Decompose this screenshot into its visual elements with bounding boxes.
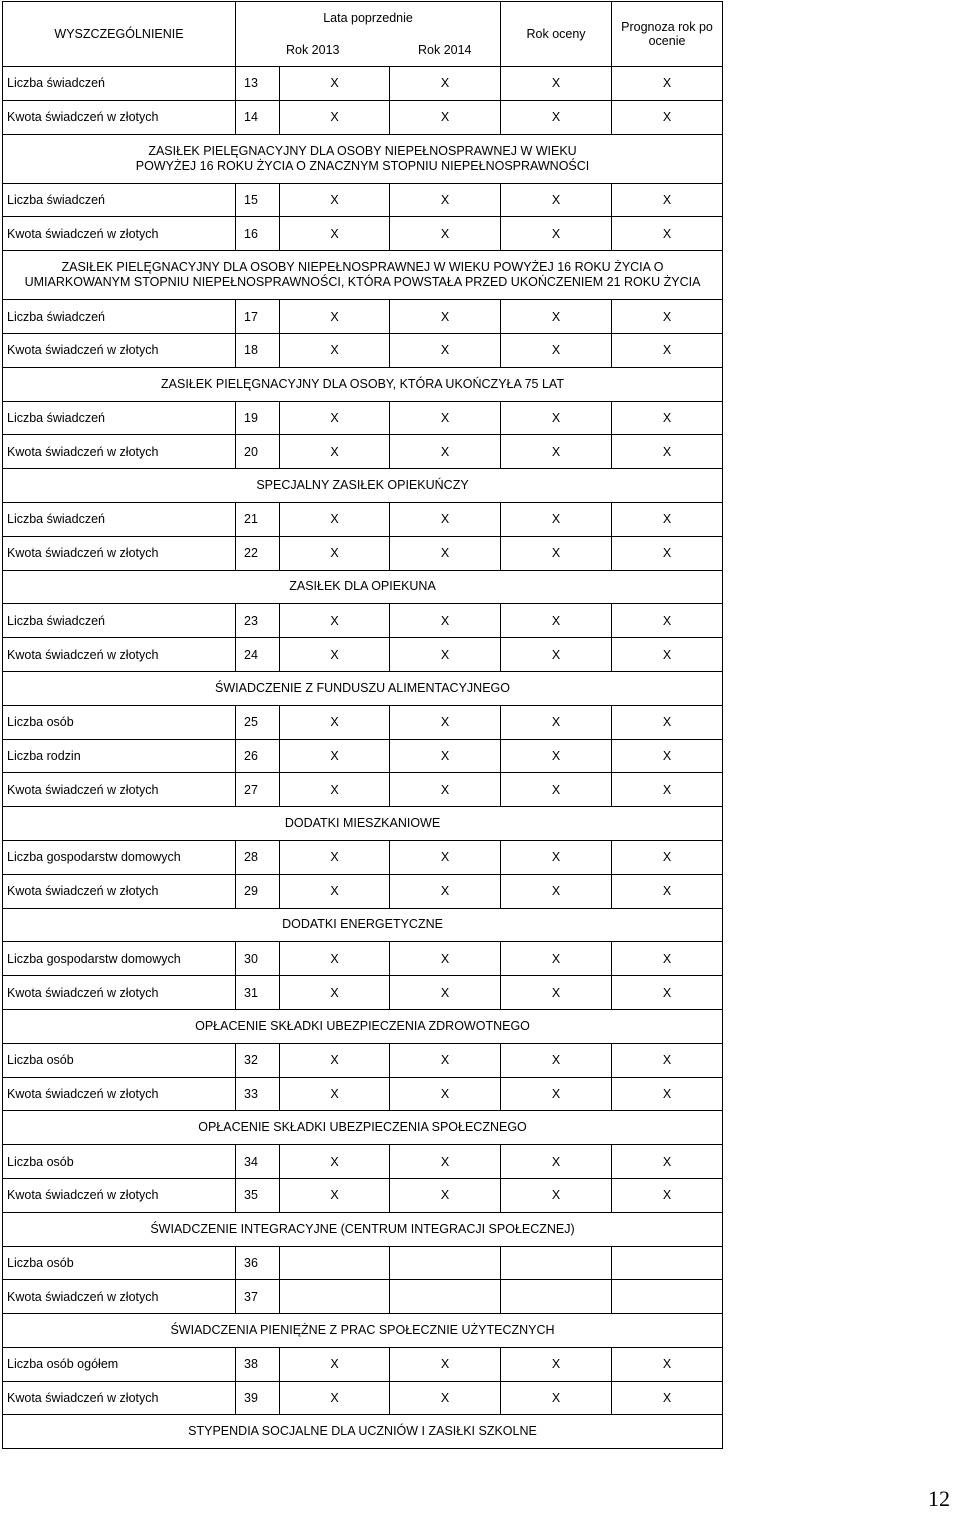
row-cell: X: [390, 183, 501, 217]
row-cell: X: [612, 100, 723, 134]
row-cell: X: [612, 1347, 723, 1381]
header-forecast: Prognoza rok po ocenie: [612, 2, 723, 67]
row-cell: X: [612, 1043, 723, 1077]
row-cell: X: [390, 773, 501, 807]
table-row: [3, 874, 723, 908]
row-cell: X: [501, 874, 612, 908]
section-heading-line: ŚWIADCZENIA PIENIĘŻNE Z PRAC SPOŁECZNIE UŻYTECZNYCH: [170, 1322, 555, 1337]
row-cell: X: [390, 1077, 501, 1111]
row-label: Liczba świadczeń: [3, 183, 236, 217]
row-cell: X: [612, 502, 723, 536]
row-cell: X: [280, 435, 390, 469]
section-heading-line: STYPENDIA SOCJALNE DLA UCZNIÓW I ZASIŁKI SZKOLNE: [188, 1424, 537, 1439]
row-cell: X: [501, 435, 612, 469]
row-cell: X: [280, 1381, 390, 1415]
section-heading: [3, 251, 723, 300]
row-cell: X: [390, 840, 501, 874]
row-cell: X: [280, 1145, 390, 1179]
row-cell: X: [501, 401, 612, 435]
row-label: Kwota świadczeń w złotych: [3, 333, 236, 367]
row-cell: X: [390, 976, 501, 1010]
row-cell: X: [280, 638, 390, 672]
section-heading: [3, 908, 723, 942]
row-label: Kwota świadczeń w złotych: [3, 1381, 236, 1415]
row-cell: X: [280, 217, 390, 251]
row-cell: X: [390, 333, 501, 367]
row-cell: X: [501, 300, 612, 334]
row-cell: X: [501, 739, 612, 773]
row-cell: X: [612, 942, 723, 976]
row-label: Liczba osób: [3, 1043, 236, 1077]
row-label: Kwota świadczeń w złotych: [3, 1280, 236, 1314]
header-label: WYSZCZEGÓLNIENIE: [3, 2, 236, 67]
row-label: Liczba świadczeń: [3, 604, 236, 638]
row-cell: X: [612, 333, 723, 367]
row-label: Kwota świadczeń w złotych: [3, 435, 236, 469]
row-cell: X: [390, 435, 501, 469]
table-row: [3, 840, 723, 874]
row-cell: [501, 1246, 612, 1280]
row-number: 31: [236, 976, 280, 1010]
row-cell: X: [501, 840, 612, 874]
row-label: Kwota świadczeń w złotych: [3, 1178, 236, 1212]
row-label: Liczba świadczeń: [3, 67, 236, 101]
section-heading-row: [3, 908, 723, 942]
row-cell: X: [612, 435, 723, 469]
section-heading: [3, 469, 723, 503]
section-heading-row: [3, 1212, 723, 1246]
row-label: Liczba osób ogółem: [3, 1347, 236, 1381]
row-cell: X: [612, 773, 723, 807]
section-heading: [3, 1314, 723, 1348]
row-number: 14: [236, 100, 280, 134]
row-cell: [390, 1280, 501, 1314]
section-heading-row: [3, 1009, 723, 1043]
row-cell: X: [612, 217, 723, 251]
table-row: [3, 502, 723, 536]
row-cell: X: [501, 502, 612, 536]
row-cell: X: [280, 1347, 390, 1381]
row-number: 36: [236, 1246, 280, 1280]
row-cell: X: [280, 604, 390, 638]
header-prev-years: Lata poprzednie: [236, 2, 501, 35]
row-cell: [501, 1280, 612, 1314]
row-label: Kwota świadczeń w złotych: [3, 773, 236, 807]
row-label: Kwota świadczeń w złotych: [3, 217, 236, 251]
section-heading: [3, 367, 723, 401]
row-number: 30: [236, 942, 280, 976]
header-assess-year: Rok oceny: [501, 2, 612, 67]
section-heading: [3, 1111, 723, 1145]
row-cell: X: [612, 300, 723, 334]
row-number: 23: [236, 604, 280, 638]
section-heading-line: DODATKI MIESZKANIOWE: [284, 816, 441, 831]
row-cell: X: [501, 1178, 612, 1212]
row-label: Liczba rodzin: [3, 739, 236, 773]
section-heading: [3, 1009, 723, 1043]
row-number: 15: [236, 183, 280, 217]
row-cell: X: [390, 1347, 501, 1381]
section-heading-line: ŚWIADCZENIE INTEGRACYJNE (CENTRUM INTEGRACJI SPOŁECZNEJ): [150, 1221, 575, 1236]
row-cell: X: [612, 1381, 723, 1415]
row-label: Liczba świadczeń: [3, 300, 236, 334]
row-cell: X: [280, 874, 390, 908]
row-number: 32: [236, 1043, 280, 1077]
row-cell: X: [390, 502, 501, 536]
row-label: Liczba gospodarstw domowych: [3, 840, 236, 874]
section-heading-line: ZASIŁEK PIELĘGNACYJNY DLA OSOBY NIEPEŁNOSPRAWNEJ W WIEKU POWYŻEJ 16 ROKU ŻYCIA O: [61, 260, 664, 275]
row-number: 39: [236, 1381, 280, 1415]
section-heading-line: DODATKI ENERGETYCZNE: [282, 917, 443, 932]
table-row: [3, 1043, 723, 1077]
row-cell: X: [390, 300, 501, 334]
row-label: Kwota świadczeń w złotych: [3, 1077, 236, 1111]
row-cell: [612, 1246, 723, 1280]
section-heading-row: [3, 1111, 723, 1145]
table-row: [3, 536, 723, 570]
row-label: Kwota świadczeń w złotych: [3, 536, 236, 570]
table-row: [3, 638, 723, 672]
table-row: [3, 217, 723, 251]
row-cell: X: [501, 1145, 612, 1179]
row-cell: X: [612, 183, 723, 217]
row-cell: X: [612, 604, 723, 638]
row-cell: [280, 1246, 390, 1280]
header-year-2014: Rok 2014: [390, 34, 501, 67]
row-cell: X: [390, 705, 501, 739]
table-row: [3, 1280, 723, 1314]
row-cell: X: [612, 840, 723, 874]
row-cell: X: [612, 1178, 723, 1212]
benefits-table: [2, 1, 723, 1449]
table-row: [3, 1347, 723, 1381]
section-heading-line: ZASIŁEK PIELĘGNACYJNY DLA OSOBY, KTÓRA UKOŃCZYŁA 75 LAT: [161, 376, 564, 391]
section-heading: [3, 671, 723, 705]
row-cell: X: [280, 1077, 390, 1111]
row-number: 35: [236, 1178, 280, 1212]
row-number: 37: [236, 1280, 280, 1314]
table-row: [3, 1381, 723, 1415]
row-label: Liczba gospodarstw domowych: [3, 942, 236, 976]
row-cell: X: [501, 183, 612, 217]
row-cell: X: [612, 705, 723, 739]
section-heading-row: [3, 807, 723, 841]
section-heading: [3, 570, 723, 604]
row-number: 28: [236, 840, 280, 874]
row-cell: X: [390, 536, 501, 570]
row-number: 25: [236, 705, 280, 739]
table-row: [3, 1178, 723, 1212]
table-row: [3, 739, 723, 773]
row-cell: X: [280, 333, 390, 367]
row-number: 29: [236, 874, 280, 908]
row-cell: X: [612, 67, 723, 101]
row-cell: X: [501, 67, 612, 101]
section-heading: [3, 1415, 723, 1449]
row-cell: X: [501, 1381, 612, 1415]
row-cell: X: [280, 300, 390, 334]
section-heading: [3, 1212, 723, 1246]
section-heading-row: [3, 469, 723, 503]
row-cell: X: [280, 536, 390, 570]
header-year-2013: Rok 2013: [236, 34, 390, 67]
row-cell: X: [280, 67, 390, 101]
row-cell: X: [390, 1178, 501, 1212]
row-label: Kwota świadczeń w złotych: [3, 638, 236, 672]
table-row: [3, 1145, 723, 1179]
row-cell: X: [501, 976, 612, 1010]
table-row: [3, 604, 723, 638]
row-cell: [280, 1280, 390, 1314]
row-cell: X: [390, 1381, 501, 1415]
row-cell: X: [280, 705, 390, 739]
table-row: [3, 1077, 723, 1111]
table-row: [3, 183, 723, 217]
section-heading-row: [3, 367, 723, 401]
row-cell: X: [390, 874, 501, 908]
row-cell: X: [390, 1043, 501, 1077]
row-label: Liczba świadczeń: [3, 502, 236, 536]
row-cell: X: [501, 942, 612, 976]
row-number: 17: [236, 300, 280, 334]
table-row: [3, 435, 723, 469]
row-cell: X: [390, 1145, 501, 1179]
row-cell: X: [280, 100, 390, 134]
row-cell: X: [501, 1043, 612, 1077]
section-heading-line: OPŁACENIE SKŁADKI UBEZPIECZENIA SPOŁECZNEGO: [198, 1120, 527, 1135]
row-cell: X: [280, 1178, 390, 1212]
row-label: Liczba osób: [3, 1246, 236, 1280]
section-heading-line: POWYŻEJ 16 ROKU ŻYCIA O ZNACZNYM STOPNIU NIEPEŁNOSPRAWNOŚCI: [135, 158, 590, 173]
row-cell: X: [280, 976, 390, 1010]
row-cell: X: [501, 638, 612, 672]
section-heading-row: [3, 1415, 723, 1449]
table-row: [3, 705, 723, 739]
section-heading-row: [3, 251, 723, 300]
row-cell: X: [501, 1077, 612, 1111]
row-label: Kwota świadczeń w złotych: [3, 874, 236, 908]
row-cell: X: [501, 604, 612, 638]
row-cell: X: [390, 604, 501, 638]
row-cell: X: [501, 1347, 612, 1381]
table-row: [3, 942, 723, 976]
row-cell: X: [501, 217, 612, 251]
row-number: 24: [236, 638, 280, 672]
row-cell: X: [612, 1145, 723, 1179]
row-label: Kwota świadczeń w złotych: [3, 976, 236, 1010]
row-cell: X: [390, 217, 501, 251]
row-cell: X: [280, 739, 390, 773]
row-number: 19: [236, 401, 280, 435]
row-number: 20: [236, 435, 280, 469]
table-row: [3, 333, 723, 367]
row-cell: X: [280, 773, 390, 807]
row-number: 27: [236, 773, 280, 807]
row-cell: X: [612, 1077, 723, 1111]
page-number: 12: [928, 1486, 950, 1511]
section-heading: [3, 807, 723, 841]
table-row: [3, 976, 723, 1010]
row-number: 33: [236, 1077, 280, 1111]
row-number: 16: [236, 217, 280, 251]
row-number: 38: [236, 1347, 280, 1381]
section-heading-row: [3, 570, 723, 604]
row-cell: X: [390, 401, 501, 435]
row-number: 26: [236, 739, 280, 773]
row-cell: X: [280, 502, 390, 536]
row-number: 21: [236, 502, 280, 536]
row-cell: X: [390, 100, 501, 134]
section-heading-row: [3, 671, 723, 705]
section-heading-line: ZASIŁEK PIELĘGNACYJNY DLA OSOBY NIEPEŁNOSPRAWNEJ W WIEKU: [148, 143, 577, 158]
section-heading: [3, 134, 723, 183]
row-number: 34: [236, 1145, 280, 1179]
row-label: Kwota świadczeń w złotych: [3, 100, 236, 134]
section-heading-row: [3, 1314, 723, 1348]
table-row: [3, 100, 723, 134]
row-cell: [612, 1280, 723, 1314]
section-heading-row: [3, 134, 723, 183]
row-cell: X: [612, 976, 723, 1010]
row-cell: X: [390, 67, 501, 101]
row-cell: X: [390, 739, 501, 773]
row-cell: X: [280, 942, 390, 976]
table-row: [3, 1246, 723, 1280]
section-heading-line: OPŁACENIE SKŁADKI UBEZPIECZENIA ZDROWOTNEGO: [195, 1018, 530, 1033]
table-row: [3, 300, 723, 334]
row-cell: X: [501, 100, 612, 134]
row-number: 13: [236, 67, 280, 101]
row-cell: X: [501, 773, 612, 807]
row-cell: X: [612, 536, 723, 570]
row-cell: X: [501, 333, 612, 367]
row-cell: X: [280, 840, 390, 874]
row-cell: [390, 1246, 501, 1280]
section-heading-line: SPECJALNY ZASIŁEK OPIEKUŃCZY: [256, 478, 469, 493]
header-row-1: [3, 2, 723, 35]
row-cell: X: [390, 638, 501, 672]
table-row: [3, 773, 723, 807]
section-heading-line: ZASIŁEK DLA OPIEKUNA: [289, 579, 436, 594]
row-label: Liczba świadczeń: [3, 401, 236, 435]
row-cell: X: [501, 536, 612, 570]
row-cell: X: [390, 942, 501, 976]
section-heading-line: ŚWIADCZENIE Z FUNDUSZU ALIMENTACYJNEGO: [215, 680, 510, 695]
row-number: 18: [236, 333, 280, 367]
row-cell: X: [501, 705, 612, 739]
row-label: Liczba osób: [3, 1145, 236, 1179]
table-row: [3, 401, 723, 435]
row-cell: X: [612, 401, 723, 435]
row-cell: X: [280, 183, 390, 217]
row-label: Liczba osób: [3, 705, 236, 739]
row-cell: X: [612, 638, 723, 672]
row-number: 22: [236, 536, 280, 570]
row-cell: X: [280, 401, 390, 435]
section-heading-line: UMIARKOWANYM STOPNIU NIEPEŁNOSPRAWNOŚCI, KTÓRA POWSTAŁA PRZED UKOŃCZENIEM 21 ROKU ŻYCIA: [24, 275, 701, 290]
row-cell: X: [612, 739, 723, 773]
row-cell: X: [612, 874, 723, 908]
table-row: [3, 67, 723, 101]
row-cell: X: [280, 1043, 390, 1077]
